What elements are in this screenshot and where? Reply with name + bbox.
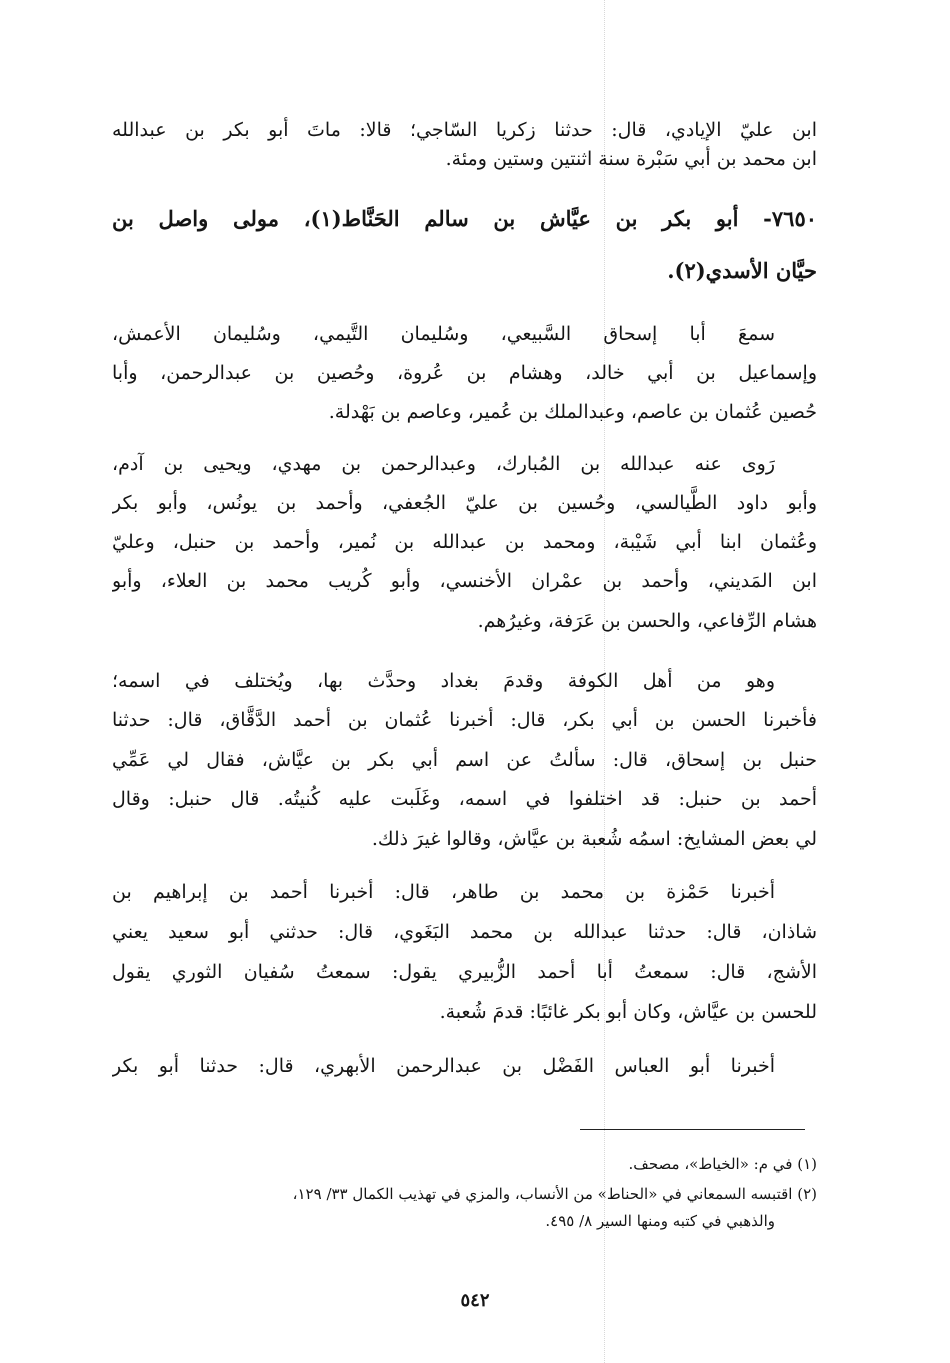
text-line: ابن محمد بن أبي سَبْرة سنة اثنتين وستين ومئة.	[445, 148, 817, 170]
text-line: لي بعض المشايخ: اسمُه شُعبة بن عيَّاش، وقالوا غيرَ ذلك.	[371, 828, 817, 850]
footnote-2: (٢) اقتبسه السمعاني في «الحناط» من الأنساب، والمزي في تهذيب الكمال ٣٣/ ١٢٩،	[292, 1185, 817, 1203]
text-line: ابن المَديني، وأحمد بن عمْران الأخنسي، وأبو كُريب محمد بن العلاء، وأبو	[112, 570, 817, 592]
text-line: وهو من أهل الكوفة وقدمَ بغداد وحدَّث بها، ويُختلف في اسمه؛	[112, 670, 775, 692]
heading-line: ٧٦٥٠- أبو بكر بن عيَّاش بن سالم الحَنَّاط(١)، مولى واصل بن	[112, 206, 817, 231]
text-line: للحسن بن عيَّاش، وكان أبو بكر غائبًا: قدمَ شُعبة.	[439, 1001, 817, 1023]
text-line: الأشج، قال: سمعتُ أبا أحمد الزُّبيري يقول: سمعتُ سُفيان الثوري يقول	[112, 961, 817, 983]
heading-line: حيَّان الأسدي(٢).	[667, 258, 817, 283]
text-line: ابن عليّ الإيادي، قال: حدثنا زكريا السّاجي؛ قالا: ماتَ أبو بكر بن عبدالله	[112, 119, 817, 141]
text-line: فأخبرنا الحسن بن أبي بكر، قال: أخبرنا عُثمان بن أحمد الدَّقَّاق، قال: حدثنا	[112, 709, 817, 731]
text-line: أحمد بن حنبل: قد اختلفوا في اسمه، وغَلَبت عليه كُنيتُه. قال حنبل: وقال	[112, 788, 817, 810]
text-line: أخبرنا أبو العباس الفَضْل بن عبدالرحمن الأبهري، قال: حدثنا أبو بكر	[112, 1055, 775, 1077]
paragraph-name-discussion	[112, 662, 817, 859]
text-line: وأبو داود الطَّيالسي، وحُسين بن عليّ الجُعفي، وأحمد بن يونُس، وأبو بكر	[112, 492, 817, 514]
page-number: ٥٤٢	[460, 1290, 490, 1311]
footnote-separator	[580, 1129, 805, 1130]
paragraph-narration	[112, 872, 817, 1032]
paragraph-final	[112, 1046, 817, 1086]
footnotes	[112, 1152, 817, 1234]
text-line: حُصين عُثمان بن عاصم، وعبدالملك بن عُمير، وعاصم بن بَهْدلة.	[328, 401, 817, 423]
text-line: رَوى عنه عبدالله بن المُبارك، وعبدالرحمن بن مهدي، ويحيى بن آدم،	[112, 453, 775, 475]
footnote-2-continuation: والذهبي في كتبه ومنها السير ٨/ ٤٩٥.	[545, 1212, 775, 1230]
text-line: وإسماعيل بن أبي خالد، وهشام بن عُروة، وحُصين بن عبدالرحمن، وأبا	[112, 362, 817, 384]
text-line: حنبل بن إسحاق، قال: سألتُ عن اسم أبي بكر بن عيَّاش، فقال لي عَمِّي	[112, 749, 817, 771]
text-line: سمعَ أبا إسحاق السَّبيعي، وسُليمان التَّيمي، وسُليمان الأعمش،	[112, 323, 775, 345]
text-line: شاذان، قال: حدثنا عبدالله بن محمد البَغَوي، قال: حدثني أبو سعيد يعني	[112, 921, 817, 943]
paragraph-students	[112, 445, 817, 641]
text-line: أخبرنا حَمْزة بن محمد بن طاهر، قال: أخبرنا أحمد بن إبراهيم بن	[112, 881, 775, 903]
text-line: وعُثمان ابنا أبي شَيْبة، ومحمد بن عبدالله بن نُمير، وأحمد بن حنبل، وعليّ	[112, 531, 817, 553]
paragraph-teachers	[112, 315, 817, 431]
biography-heading	[112, 202, 817, 288]
footnote-1: (١) في م: «الخياط»، مصحف.	[628, 1155, 817, 1173]
paragraph-continuation	[112, 116, 817, 174]
text-line: هشام الرِّفاعي، والحسن بن عَرَفة، وغيرُهم.	[477, 610, 817, 632]
